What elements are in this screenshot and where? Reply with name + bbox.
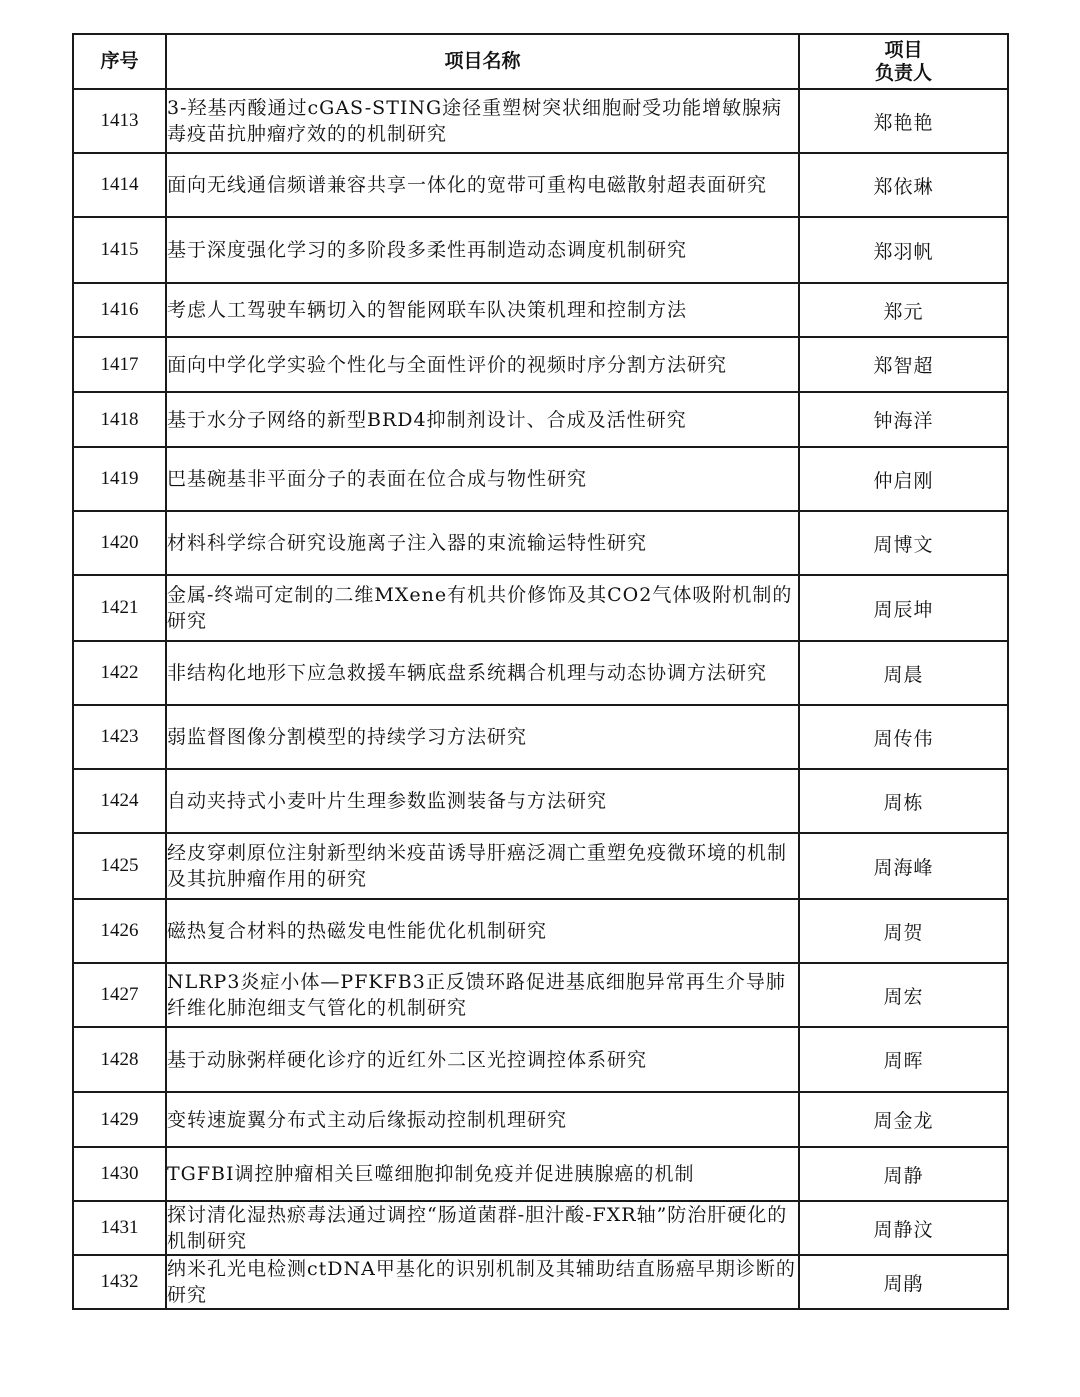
row-leader: 郑羽帆	[799, 217, 1008, 283]
header-project-name: 项目名称	[166, 34, 799, 89]
row-leader: 周栋	[799, 769, 1008, 833]
row-seq: 1426	[73, 899, 166, 963]
header-leader-line2: 负责人	[874, 61, 932, 84]
table-row	[73, 283, 1008, 337]
row-project-title: 面向中学化学实验个性化与全面性评价的视频时序分割方法研究	[166, 337, 799, 392]
table-row	[73, 337, 1008, 392]
row-project-title: 经皮穿刺原位注射新型纳米疫苗诱导肝癌泛凋亡重塑免疫微环境的机制及其抗肿瘤作用的研究	[166, 833, 799, 899]
row-leader: 周金龙	[799, 1092, 1008, 1147]
row-project-title: 面向无线通信频谱兼容共享一体化的宽带可重构电磁散射超表面研究	[166, 153, 799, 217]
table-row	[73, 447, 1008, 511]
row-leader: 周静	[799, 1147, 1008, 1201]
row-project-title: 金属-终端可定制的二维MXene有机共价修饰及其CO2气体吸附机制的研究	[166, 575, 799, 641]
header-leader	[799, 34, 1008, 89]
table-row	[73, 153, 1008, 217]
row-project-title: 基于水分子网络的新型BRD4抑制剂设计、合成及活性研究	[166, 392, 799, 447]
row-leader: 钟海洋	[799, 392, 1008, 447]
row-leader: 郑元	[799, 283, 1008, 337]
table-header-row	[73, 34, 1008, 89]
row-seq: 1428	[73, 1027, 166, 1092]
row-seq: 1414	[73, 153, 166, 217]
row-project-title: 基于动脉粥样硬化诊疗的近红外二区光控调控体系研究	[166, 1027, 799, 1092]
row-project-title: 弱监督图像分割模型的持续学习方法研究	[166, 705, 799, 769]
row-leader: 周鹃	[799, 1255, 1008, 1309]
row-leader: 周海峰	[799, 833, 1008, 899]
table-row	[73, 89, 1008, 153]
row-project-title: 非结构化地形下应急救援车辆底盘系统耦合机理与动态协调方法研究	[166, 641, 799, 705]
row-leader: 郑智超	[799, 337, 1008, 392]
table-row	[73, 575, 1008, 641]
row-project-title: TGFBI调控肿瘤相关巨噬细胞抑制免疫并促进胰腺癌的机制	[166, 1147, 799, 1201]
row-seq: 1427	[73, 963, 166, 1027]
table-row	[73, 1147, 1008, 1201]
row-seq: 1423	[73, 705, 166, 769]
row-leader: 周辰坤	[799, 575, 1008, 641]
row-leader: 周晖	[799, 1027, 1008, 1092]
row-seq: 1425	[73, 833, 166, 899]
table-row	[73, 511, 1008, 575]
row-leader: 周贺	[799, 899, 1008, 963]
header-leader-line1: 项目	[884, 38, 923, 61]
row-project-title: 材料科学综合研究设施离子注入器的束流输运特性研究	[166, 511, 799, 575]
table-row	[73, 392, 1008, 447]
table-row	[73, 1255, 1008, 1309]
table-row	[73, 705, 1008, 769]
table-row	[73, 1027, 1008, 1092]
row-seq: 1416	[73, 283, 166, 337]
row-leader: 周传伟	[799, 705, 1008, 769]
row-project-title: 磁热复合材料的热磁发电性能优化机制研究	[166, 899, 799, 963]
row-seq: 1429	[73, 1092, 166, 1147]
project-table	[72, 33, 1009, 1310]
row-seq: 1431	[73, 1201, 166, 1255]
table-row	[73, 217, 1008, 283]
row-project-title: 纳米孔光电检测ctDNA甲基化的识别机制及其辅助结直肠癌早期诊断的研究	[166, 1255, 799, 1309]
row-project-title: 探讨清化湿热瘀毒法通过调控“肠道菌群-胆汁酸-FXR轴”防治肝硬化的机制研究	[166, 1201, 799, 1255]
row-project-title: NLRP3炎症小体—PFKFB3正反馈环路促进基底细胞异常再生介导肺纤维化肺泡细支气管化的机制研究	[166, 963, 799, 1027]
table-row	[73, 963, 1008, 1027]
table-row	[73, 1092, 1008, 1147]
row-seq: 1413	[73, 89, 166, 153]
row-project-title: 基于深度强化学习的多阶段多柔性再制造动态调度机制研究	[166, 217, 799, 283]
row-project-title: 自动夹持式小麦叶片生理参数监测装备与方法研究	[166, 769, 799, 833]
row-seq: 1419	[73, 447, 166, 511]
table-row	[73, 899, 1008, 963]
row-seq: 1430	[73, 1147, 166, 1201]
row-leader: 周博文	[799, 511, 1008, 575]
table-row	[73, 1201, 1008, 1255]
row-leader: 周晨	[799, 641, 1008, 705]
row-seq: 1424	[73, 769, 166, 833]
row-seq: 1421	[73, 575, 166, 641]
table-row	[73, 641, 1008, 705]
row-seq: 1415	[73, 217, 166, 283]
row-seq: 1422	[73, 641, 166, 705]
row-leader: 郑依琳	[799, 153, 1008, 217]
table-row	[73, 769, 1008, 833]
row-seq: 1420	[73, 511, 166, 575]
row-project-title: 变转速旋翼分布式主动后缘振动控制机理研究	[166, 1092, 799, 1147]
row-seq: 1417	[73, 337, 166, 392]
row-leader: 仲启刚	[799, 447, 1008, 511]
row-project-title: 巴基碗基非平面分子的表面在位合成与物性研究	[166, 447, 799, 511]
row-project-title: 考虑人工驾驶车辆切入的智能网联车队决策机理和控制方法	[166, 283, 799, 337]
row-leader: 周宏	[799, 963, 1008, 1027]
header-seq: 序号	[73, 34, 166, 89]
row-seq: 1432	[73, 1255, 166, 1309]
row-seq: 1418	[73, 392, 166, 447]
row-project-title: 3-羟基丙酸通过cGAS-STING途径重塑树突状细胞耐受功能增敏腺病毒疫苗抗肿瘤疗效的的机制研究	[166, 89, 799, 153]
row-leader: 周静汶	[799, 1201, 1008, 1255]
row-leader: 郑艳艳	[799, 89, 1008, 153]
table-row	[73, 833, 1008, 899]
